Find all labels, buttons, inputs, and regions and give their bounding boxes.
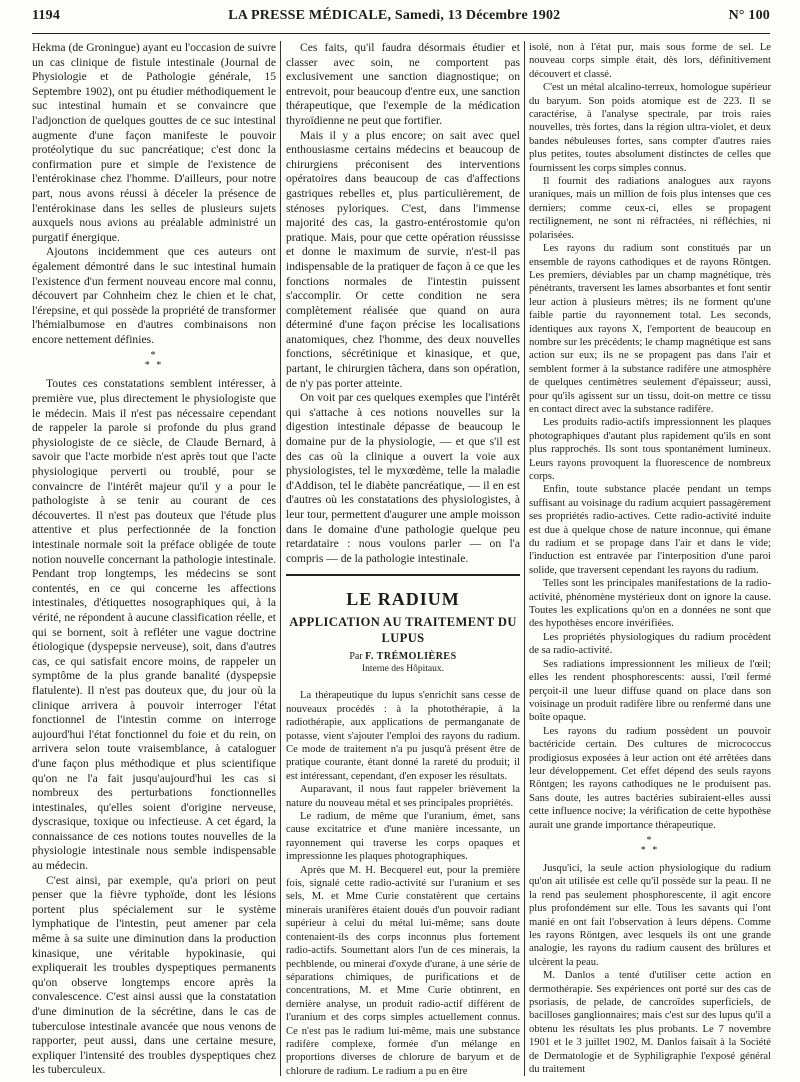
paragraph: Les produits radio-actifs impressionnent les plaques photographiques d'autant plus rapidement qu'ils en sont plus rapprochés. Ils sont tous spontanément lumineux. Leurs rayons provoquent la fluorescence de nombreux corps. [529, 417, 771, 482]
article-separator [286, 574, 520, 576]
paragraph: Ses radiations impressionnent les milieux de l'œil; elles les rendent phosphorescents: aussi, l'œil fermé perçoit-il une lueur diffuse quand on place dans son voisinage un produit radifère libre ou renfermé dans une boîte opaque. [529, 658, 771, 724]
asterism: * * * [640, 834, 660, 856]
paragraph: Il fournit des radiations analogues aux rayons uraniques, mais un million de fois plus intenses que ces derniers; comme ceux-ci, elles se propagent rectilignement, ne sont ni réfractées, ni réfléchies, ni polarisées. [529, 176, 771, 241]
paragraph: La thérapeutique du lupus s'enrichit sans cesse de nouveaux procédés : à la photothérapie, à la radiothérapie, aux applications de permanganate de potasse, vient s'ajouter l'emploi des rayons du radium. Ce mode de traitement n'a pu jusqu'à présent être de pratique courante, étant donné la rareté du produit; il est intéressant, cependant, d'en exposer les résultats. [286, 690, 520, 782]
paragraph: Les rayons du radium sont constitués par un ensemble de rayons cathodiques et de rayons Röntgen. Les premiers, déviables par un champ magnétique, très pénétrants, traversent les lames absorbantes et font sentir leur action à plusieurs mètres; ils ne forment qu'une faible partie du rayonnement total. Les seconds, identiques aux rayons X, l'emportent de beaucoup en nombre sur les précédents; le champ magnétique est sans action sur eux; ils ne se propagent pas dans l'air et semblent former à la substance radifère une atmosphère de quelques centimètres seulement d'épaisseur; aussi, pour qu'ils agissent sur un tissu, doit-on mettre ce tissu en contact direct avec la substance radifère. [529, 243, 771, 415]
article-subtitle: APPLICATION AU TRAITEMENT DU LUPUS [289, 615, 517, 646]
article-title: LE RADIUM [346, 589, 460, 610]
header-rule [32, 33, 770, 34]
author-affiliation: Interne des Hôpitaux. [361, 664, 445, 675]
paragraph: C'est un métal alcalino-terreux, homologue supérieur du baryum. Son poids atomique est de 223. Il se caractérise, à l'analyse spectrale, par trois raies nouvelles, très fortes, dans la région ultra-violet, et deux bandes nébuleuses fortes, sans compter d'autres raies plus petites, toutes absolument distinctes de celles que fournissent les corps simples connus. [529, 82, 771, 174]
paragraph: Ces faits, qu'il faudra désormais étudier et classer avec soin, ne comportent pas exclusivement une sanction diagnostique; on entrevoit, pour beaucoup d'entre eux, une sanction thérapeutique, que l'exemple de la médication thyroïdienne ne peut que fortifier. [286, 41, 520, 127]
byline [286, 650, 520, 663]
paragraph: C'est ainsi, par exemple, qu'a priori on peut penser que la fièvre typhoïde, dont les lésions portent plus spécialement sur le système lymphatique de l'intestin, peut amener par cela même à sa suite une diminution dans la production kinasique, une véritable hypokinasie, qui expliquerait les troubles dyspeptiques permanents qu'on observe longtemps encore après la convalescence. C'est ainsi aussi que la constatation d'une diminution de la sécrétine, dans le cas de tuberculose intestinale avancée que nous venons de rapporter, peut aussi, dans une certaine mesure, expliquer l'intensité des troubles dyspeptiques chez les tuberculeux. [32, 873, 276, 1076]
paragraph: Auparavant, il nous faut rappeler brièvement la nature du nouveau métal et ses principales propriétés. [286, 784, 520, 809]
paragraph: Toutes ces constatations semblent intéresser, à première vue, plus directement le physiologiste que le médecin. Mais il n'est pas nécessaire cependant de rappeler la parole si profonde du plus grand physiologiste de ce siècle, de Claude Bernard, à savoir que l'acte morbide n'est après tout que l'acte physiologique perverti ou troublé, pour se convaincre de l'intérêt majeur qu'il y a pour le pathologiste à se tenir au courant de ces découvertes. Il n'est pas douteux que l'étude plus attentive et plus perfectionnée de la fonction intestinale normale soit la préface obligée de toute notion nouvelle concernant la pathologie intestinale. Pendant trop longtemps, les médecins se sont contentés, en ce qui concerne les affections intestinales, d'étiquettes nosographiques qui, à la vérité, ne répondent à aucune classification réelle, et qui se bornent, soit à refléter une vague doctrine étiologique (dyspepsie nerveuse), soit, dans d'autres cas, ce qui satisfait encore moins, de rappeler un symptôme de la plus grande banalité (dyspepsie flatulente). Il n'est pas douteux que, du jour où la clinique arrivera à pouvoir interroger l'état fonctionnel de l'intestin comme on interroge aujourd'hui l'état fonctionnel du foie et du rein, on arrivera selon toute vraisemblance, à cataloguer d'une façon plus méthodique et plus scientifique qu'on ne l'a fait jusqu'aujourd'hui les cas si nombreux des perturbations fonctionnelles intestinales, qu'elles soient d'origine nerveuse, dyscrasique, toxique ou infectieuse. A cet égard, la connaissance de ces notions toutes nouvelles de la physiologie intestinale nous semble indispensable au médecin. [32, 377, 276, 873]
paragraph: On voit par ces quelques exemples que l'intérêt qui s'attache à ces notions nouvelles sur la digestion intestinale dépasse de beaucoup le domaine pur de la physiologie, — et que s'il est des cas où la clinique a ouvert la voie aux physiologistes, tel le myxœdème, telle la maladie d'Addison, tel le diabète pancréatique, — il en est d'autres où les constatations des physiologistes, à leur tour, permettent d'augurer une ample moisson dans le domaine d'une pathologie quelque peu retardataire : nous voulons parler — on l'a compris — de la pathologie intestinale. [286, 391, 520, 565]
paragraph: Les rayons du radium possèdent un pouvoir bactéricide certain. Des cultures de micrococcus prodigiosus exposées à leur action ont été arrêtées dans leur développement. Cet effet dépend des seuls rayons Röntgen; les rayons cathodiques ne le produisent pas. Sans doute, les autres bactéries subiraient-elles aussi cette influence nocive; la vérification de cette hypothèse aurait une grande importance thérapeutique. [529, 725, 771, 831]
paragraph: M. Danlos a tenté d'utiliser cette action en dermothérapie. Ses expériences ont porté sur des cas de psoriasis, de pelade, de cancroïdes superficiels, de bacilloses ganglionnaires; mais c'est sur des lupus qu'il a obtenu les résultats les plus probants. Le 7 novembre 1901 et le 3 juillet 1902, M. Danlos faisait à la Société de Dermatologie et de Syphiligraphie l'exposé général du traitement [529, 970, 771, 1076]
column-divider-1 [280, 41, 281, 1076]
article-body [286, 689, 520, 1076]
page-number: 1194 [32, 8, 61, 23]
paragraph: Après que M. H. Becquerel eut, pour la première fois, signalé cette radio-activité sur l'uranium et ses sels, M. et Mme Curie constatèrent que certains minerais uranifères étaient doués d'un pouvoir radiant supérieur à celui du métal lui-même; sans doute contenaient-ils des corps inconnus plus fortement radio-actifs. Soumettant alors l'un de ces minerais, la pechblende, ou minerai d'oxyde d'urane, à une série de séparations chimiques, de purifications et de concentrations, M. et Mme Curie obtinrent, en dernière analyse, un produit radio-actif différent de l'uranium et des corps simples actuellement connus. Ce n'est pas le radium lui-même, mais une substance radifère complexe, formée d'un mélange en proportions diverses de chlorure de baryum et de chlorure de radium. Le radium a pu en être [286, 864, 520, 1076]
issue-number: N° 100 [728, 8, 770, 23]
paragraph: Ajoutons incidemment que ces auteurs ont également démontré dans le suc intestinal humain l'existence d'un ferment nouveau encore mal connu, découvert par Cohnheim chez le chien et le chat, l'érepsine, et qui possède la propriété de transformer l'hémialbumose en d'autres combinaisons non encore nettement définies. [32, 245, 276, 346]
paragraph: Hekma (de Groningue) ayant eu l'occasion de suivre un cas clinique de fistule intestinale (Journal de Physiologie et de Pathologie générale, 15 Septembre 1902), ont pu étudier méthodiquement le suc intestinal humain et se convaincre que l'adjonction de quelques gouttes de ce suc intestinal augmente d'une façon manifeste le pouvoir protéolytique du suc pancréatique; c'est donc la confirmation pure et simple de l'existence de l'entérokinase chez l'homme. D'ailleurs, pour notre part, nous avons réussi à déceler la présence de l'entérokinase dans les selles de plusieurs sujets auxquels nous avions au préalable administré un purgatif énergique. [32, 41, 276, 244]
journal-line: LA PRESSE MÉDICALE, Samedi, 13 Décembre 1902 [228, 8, 561, 23]
author-name: F. TRÉMOLIÈRES [365, 651, 457, 663]
asterism: * * * [144, 350, 164, 372]
byline-prefix: Par [349, 651, 363, 663]
column-divider-2 [524, 41, 525, 1076]
paragraph: Les propriétés physiologiques du radium procèdent de sa radio-activité. [529, 631, 771, 657]
column-1 [32, 41, 276, 1076]
paragraph: isolé, non à l'état pur, mais sous forme de sel. Le nouveau corps simple était, dès lors, définitivement découvert et classé. [529, 42, 771, 80]
paragraph: Le radium, de même que l'uranium, émet, sans cause excitatrice et d'une manière incessante, un rayonnement qui traverse les corps opaques et impressionne les plaques photographiques. [286, 811, 520, 863]
paragraph: Enfin, toute substance placée pendant un temps suffisant au voisinage du radium acquiert passagèrement ses propriétés radio-actives. Cette radio-activité induite est due à quelque chose de nature inconnue, qui émane du radium et se propage dans l'air et dans le vide; l'induction est entravée par l'interposition d'une paroi solide, que traversent cependant les rayons du radium. [529, 484, 771, 576]
column-3 [529, 41, 771, 1076]
paragraph: Mais il y a plus encore; on sait avec quel enthousiasme certains médecins et beaucoup de chirurgiens préconisent des interventions opératoires dans beaucoup de cas d'affections gastriques rebelles et, plus particulièrement, de sténoses pyloriques. C'est, dans l'immense majorité des cas, la gastro-entérostomie qu'on pratique. Mais, pour que cette opération réussisse et donne le maximum de survie, n'est-il pas indispensable de la pratiquer de façon à ce que les fonctions normales de l'intestin puissent s'accomplir. Or cette condition ne sera complètement réalisée que quand on aura déterminé d'une façon précise les localisations anatomiques, chez l'homme, des deux nouvelles fonctions, sécrétinique et kinasique, et que, partant, le chirurgien tâchera, dans son opération, de n'y pas porter atteinte. [286, 128, 520, 390]
paragraph: Jusqu'ici, la seule action physiologique du radium qu'on ait utilisée est celle qu'il possède sur la peau. Il ne la rend pas seulement phosphorescente, il agit encore plus profondément sur elle. Tous les savants qui l'ont manié en ont fait l'observation à leurs dépens. Comme les rayons Röntgen, avec lesquels ils ont une grande analogie, les rayons du radium causent des brûlures et ulcèrent la peau. [529, 862, 771, 968]
column-2 [286, 41, 520, 1076]
page-header [32, 8, 770, 30]
paragraph: Telles sont les principales manifestations de la radio-activité, phénomène mystérieux dont on ignore la cause. Toutes les explications qu'on en a données ne sont que des hypothèses encore invérifiées. [529, 578, 771, 630]
